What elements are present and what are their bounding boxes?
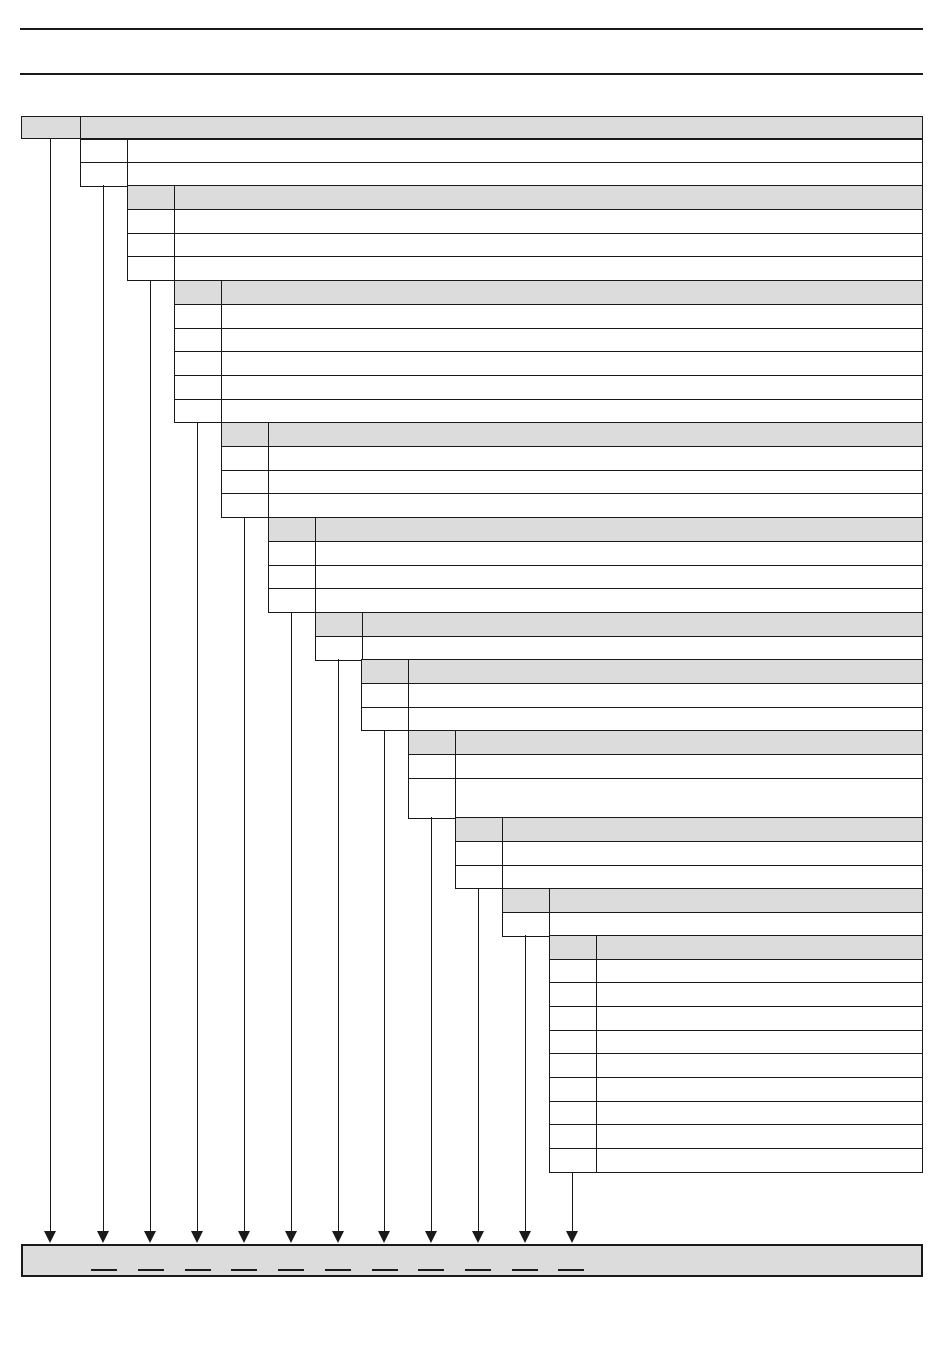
connector-line-11 — [525, 935, 526, 1231]
root-side-line — [80, 139, 81, 185]
group-4-label-2 — [268, 446, 923, 471]
group-11-code-2 — [549, 959, 597, 983]
group-5-code-1 — [268, 517, 316, 542]
group-11-label-9 — [596, 1124, 923, 1149]
group-3-label-1 — [221, 280, 923, 305]
root-label-cell — [80, 116, 923, 139]
model-code-box — [21, 1244, 923, 1277]
group-10-code-1 — [502, 888, 550, 913]
group-3-label-6 — [221, 399, 923, 423]
second-rule — [20, 73, 923, 75]
group-2-label-2 — [174, 209, 923, 234]
group-11-label-10 — [596, 1148, 923, 1173]
group-2-code-1 — [127, 185, 175, 210]
group-11-code-8 — [549, 1101, 597, 1125]
group-11-label-3 — [596, 982, 923, 1007]
group-11-code-7 — [549, 1077, 597, 1102]
arrow-down-icon — [97, 1231, 109, 1243]
connector-line-10 — [478, 888, 479, 1231]
group-11-code-5 — [549, 1030, 597, 1054]
group-11-label-6 — [596, 1053, 923, 1078]
group-10-label-2 — [549, 912, 923, 937]
connector-line-9 — [431, 817, 432, 1231]
group-8-label-3 — [455, 778, 923, 819]
connector-line-7 — [338, 659, 339, 1231]
group-10-label-1 — [549, 888, 923, 913]
group-8-code-1 — [408, 730, 456, 755]
group-2-label-3 — [174, 233, 923, 257]
arrow-down-icon — [519, 1231, 531, 1243]
group-3-code-5 — [174, 375, 222, 400]
group-5-label-3 — [315, 565, 923, 589]
group-3-label-5 — [221, 375, 923, 400]
code-slot-4 — [231, 1269, 257, 1271]
group-5-code-4 — [268, 588, 316, 613]
group-3-label-2 — [221, 304, 923, 329]
top-rule — [20, 28, 923, 30]
group-3-code-4 — [174, 351, 222, 376]
group-9-label-2 — [502, 841, 923, 866]
group-9-code-3 — [455, 865, 503, 889]
arrow-down-icon — [238, 1231, 250, 1243]
group-11-label-1 — [596, 935, 923, 960]
group-6-code-1 — [315, 612, 363, 637]
code-slot-8 — [418, 1269, 444, 1271]
connector-line-4 — [197, 422, 198, 1231]
group-11-code-10 — [549, 1148, 597, 1173]
group-9-code-2 — [455, 841, 503, 866]
group-4-label-4 — [268, 493, 923, 518]
group-2-code-3 — [127, 233, 175, 257]
group-11-code-4 — [549, 1006, 597, 1031]
arrow-down-icon — [472, 1231, 484, 1243]
group-2-code-4 — [127, 256, 175, 281]
group-5-code-2 — [268, 541, 316, 566]
code-slot-3 — [185, 1269, 211, 1271]
arrow-down-icon — [425, 1231, 437, 1243]
group-4-label-1 — [268, 422, 923, 447]
group-4-code-4 — [221, 493, 269, 518]
group-11-label-5 — [596, 1030, 923, 1054]
group-4-code-1 — [221, 422, 269, 447]
root-code-cell — [21, 116, 81, 139]
arrow-down-icon — [191, 1231, 203, 1243]
group-7-label-3 — [408, 707, 923, 731]
code-slot-2 — [138, 1269, 164, 1271]
arrow-down-icon — [285, 1231, 297, 1243]
code-slot-9 — [465, 1269, 491, 1271]
connector-line-5 — [244, 517, 245, 1231]
group-2-code-2 — [127, 209, 175, 234]
connector-line-6 — [291, 612, 292, 1231]
group-11-code-6 — [549, 1053, 597, 1078]
group-7-code-3 — [361, 707, 409, 731]
group-9-label-1 — [502, 817, 923, 842]
group-11-label-8 — [596, 1101, 923, 1125]
group-7-label-2 — [408, 683, 923, 708]
group-8-label-2 — [455, 754, 923, 779]
group-7-code-1 — [361, 659, 409, 684]
group-6-label-2 — [362, 636, 923, 661]
group-1-code-2 — [80, 162, 128, 187]
group-10-code-2 — [502, 912, 550, 937]
group-1-label-1 — [127, 139, 923, 163]
code-slot-6 — [325, 1269, 351, 1271]
group-3-code-2 — [174, 304, 222, 329]
group-3-label-3 — [221, 328, 923, 352]
group-9-label-3 — [502, 865, 923, 889]
code-slot-10 — [512, 1269, 538, 1271]
code-slot-11 — [558, 1269, 584, 1271]
arrow-down-icon — [144, 1231, 156, 1243]
group-8-code-2 — [408, 754, 456, 779]
arrow-down-icon — [332, 1231, 344, 1243]
connector-line-2 — [103, 185, 104, 1231]
group-9-code-1 — [455, 817, 503, 842]
group-11-code-3 — [549, 982, 597, 1007]
group-5-label-2 — [315, 541, 923, 566]
group-4-code-2 — [221, 446, 269, 471]
group-11-label-7 — [596, 1077, 923, 1102]
group-6-code-2 — [315, 636, 363, 661]
arrow-down-icon — [378, 1231, 390, 1243]
group-7-code-2 — [361, 683, 409, 708]
group-8-label-1 — [455, 730, 923, 755]
code-slot-7 — [372, 1269, 398, 1271]
group-2-label-1 — [174, 185, 923, 210]
group-11-label-2 — [596, 959, 923, 983]
connector-line-12 — [572, 1172, 573, 1231]
group-3-code-6 — [174, 399, 222, 423]
group-1-code-1 — [80, 139, 128, 163]
group-11-code-1 — [549, 935, 597, 960]
group-1-label-2 — [127, 162, 923, 187]
group-4-label-3 — [268, 470, 923, 494]
code-slot-1 — [91, 1269, 117, 1271]
group-5-code-3 — [268, 565, 316, 589]
connector-line-3 — [150, 280, 151, 1231]
group-11-code-9 — [549, 1124, 597, 1149]
group-3-code-3 — [174, 328, 222, 352]
group-3-code-1 — [174, 280, 222, 305]
group-11-label-4 — [596, 1006, 923, 1031]
group-7-label-1 — [408, 659, 923, 684]
connector-line-8 — [384, 730, 385, 1231]
code-slot-5 — [278, 1269, 304, 1271]
group-3-label-4 — [221, 351, 923, 376]
group-5-label-1 — [315, 517, 923, 542]
connector-line-1 — [50, 139, 51, 1231]
group-5-label-4 — [315, 588, 923, 613]
group-4-code-3 — [221, 470, 269, 494]
group-6-label-1 — [362, 612, 923, 637]
group-8-code-3 — [408, 778, 456, 819]
arrow-down-icon — [44, 1231, 56, 1243]
arrow-down-icon — [566, 1231, 578, 1243]
group-2-label-4 — [174, 256, 923, 281]
